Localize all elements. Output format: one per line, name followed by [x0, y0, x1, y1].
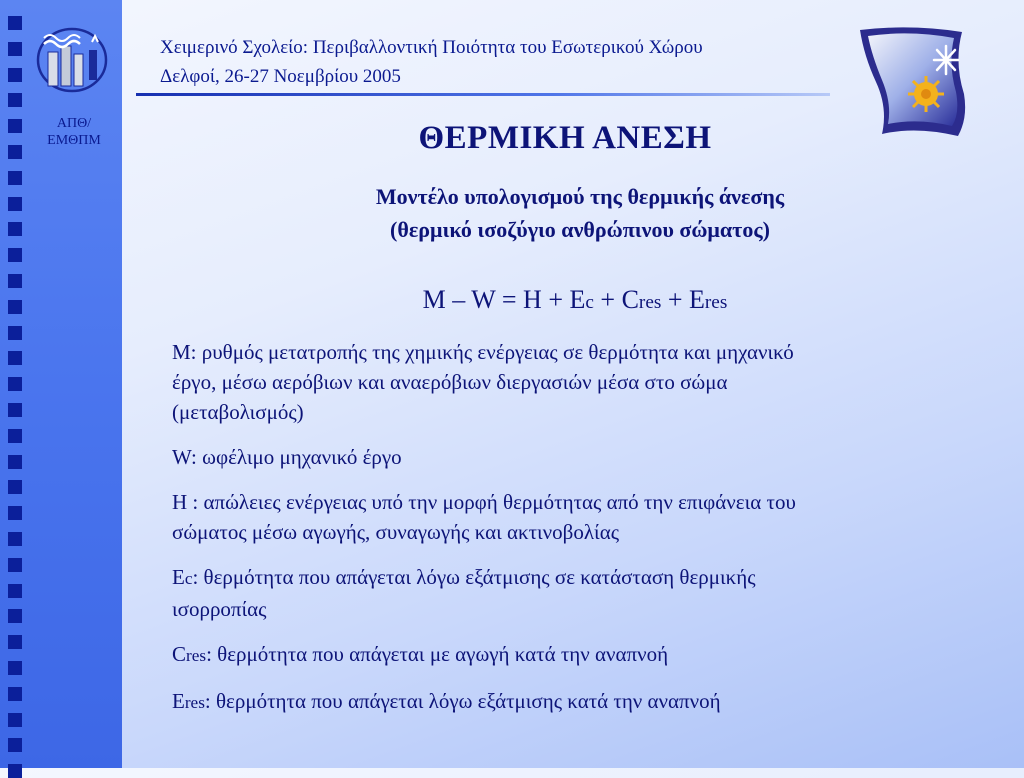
sidebar-square: [8, 661, 22, 675]
definition-eres-line: [172, 686, 962, 718]
sidebar-square: [8, 635, 22, 649]
definition-ec-line-1: [172, 562, 962, 594]
slide-title: ΘΕΡΜΙΚΗ ΑΝΕΣΗ: [418, 120, 712, 156]
sidebar-square: [8, 119, 22, 133]
sidebar-square: [8, 274, 22, 288]
definition-ec-text: : θερμότητα που απάγεται λόγω εξάτμισης σε κατάσταση θερμικής: [192, 565, 756, 589]
sidebar-square: [8, 42, 22, 56]
term-definitions: [172, 337, 962, 733]
definition-h-line-1: H : απώλειες ενέργειας υπό την μορφή θερμότητας από την επιφάνεια του: [172, 490, 796, 514]
equation-cres-subscript: res: [638, 292, 662, 313]
definition-ec-symbol: E: [172, 565, 185, 589]
definition-m-line-2: έργο, μέσω αερόβιων και αναερόβιων διεργασιών μέσα στο σώμα: [172, 370, 728, 394]
header: [160, 33, 703, 91]
sidebar-square: [8, 377, 22, 391]
sidebar-square: [8, 455, 22, 469]
sidebar-square: [8, 16, 22, 30]
header-school-line: Χειμερινό Σχολείο: Περιβαλλοντική Ποιότητα του Εσωτερικού Χώρου: [160, 37, 703, 58]
sidebar-square: [8, 248, 22, 262]
definition-h: [172, 487, 962, 547]
definition-ec: [172, 562, 962, 624]
sidebar-square: [8, 532, 22, 546]
equation-plus-e: + E: [661, 285, 705, 314]
definition-m-line-3: (μεταβολισμός): [172, 400, 304, 424]
sidebar-square: [8, 68, 22, 82]
sidebar-square: [8, 145, 22, 159]
slide-subtitle: [250, 180, 910, 246]
sidebar-square: [8, 403, 22, 417]
definition-ec-subscript: c: [184, 569, 193, 588]
sidebar-square: [8, 300, 22, 314]
subtitle-line-2: (θερμικό ισοζύγιο ανθρώπινου σώματος): [390, 217, 770, 242]
sidebar-square: [8, 764, 22, 778]
definition-cres-line: [172, 639, 962, 671]
sidebar-square: [8, 609, 22, 623]
header-divider: [136, 93, 830, 96]
definition-eres-text: : θερμότητα που απάγεται λόγω εξάτμισης κατά την αναπνοή: [204, 689, 721, 713]
left-sidebar-band: [0, 0, 122, 768]
sidebar-square: [8, 429, 22, 443]
subtitle-line-1: Μοντέλο υπολογισμού της θερμικής άνεσης: [375, 184, 785, 209]
definition-eres-symbol: E: [172, 689, 185, 713]
university-logo-icon: [34, 22, 116, 94]
definition-m: [172, 337, 962, 427]
affiliation-line-2: ΕΜΘΠΜ: [47, 133, 101, 148]
definition-eres-subscript: res: [184, 693, 205, 712]
sidebar-square: [8, 480, 22, 494]
sidebar-square: [8, 558, 22, 572]
sidebar-square-column: [8, 16, 28, 756]
sidebar-square: [8, 738, 22, 752]
sidebar-square: [8, 351, 22, 365]
affiliation-line-1: ΑΠΘ/: [56, 116, 92, 131]
sidebar-square: [8, 171, 22, 185]
definition-m-line-1: M: ρυθμός μετατροπής της χημικής ενέργειας σε θερμότητα και μηχανικό: [172, 340, 794, 364]
sidebar-square: [8, 326, 22, 340]
equation-eres-subscript: res: [704, 292, 728, 313]
equation-plus-c: + C: [593, 285, 639, 314]
sidebar-square: [8, 687, 22, 701]
affiliation-label: [30, 115, 118, 149]
definition-w: [172, 442, 962, 472]
sidebar-square: [8, 93, 22, 107]
definition-ec-line-2: ισορροπίας: [172, 597, 267, 621]
sidebar-square: [8, 506, 22, 520]
equation-ec-subscript: c: [585, 292, 594, 313]
header-location-date-line: Δελφοί, 26-27 Νοεμβρίου 2005: [160, 66, 401, 87]
definition-h-line-2: σώματος μέσω αγωγής, συναγωγής και ακτινοβολίας: [172, 520, 620, 544]
sidebar-square: [8, 584, 22, 598]
definition-cres: [172, 639, 962, 671]
sidebar-square: [8, 197, 22, 211]
sidebar-square: [8, 222, 22, 236]
definition-cres-symbol: C: [172, 642, 187, 666]
definition-cres-text: : θερμότητα που απάγεται με αγωγή κατά την αναπνοή: [206, 642, 669, 666]
heat-balance-equation: [250, 285, 900, 315]
definition-cres-subscript: res: [186, 646, 207, 665]
equation-lhs: M – W = H + E: [422, 285, 586, 314]
thermal-comfort-emblem-icon: [850, 22, 980, 144]
sidebar-square: [8, 713, 22, 727]
definition-w-text: W: ωφέλιμο μηχανικό έργο: [172, 445, 402, 469]
definition-eres: [172, 686, 962, 718]
